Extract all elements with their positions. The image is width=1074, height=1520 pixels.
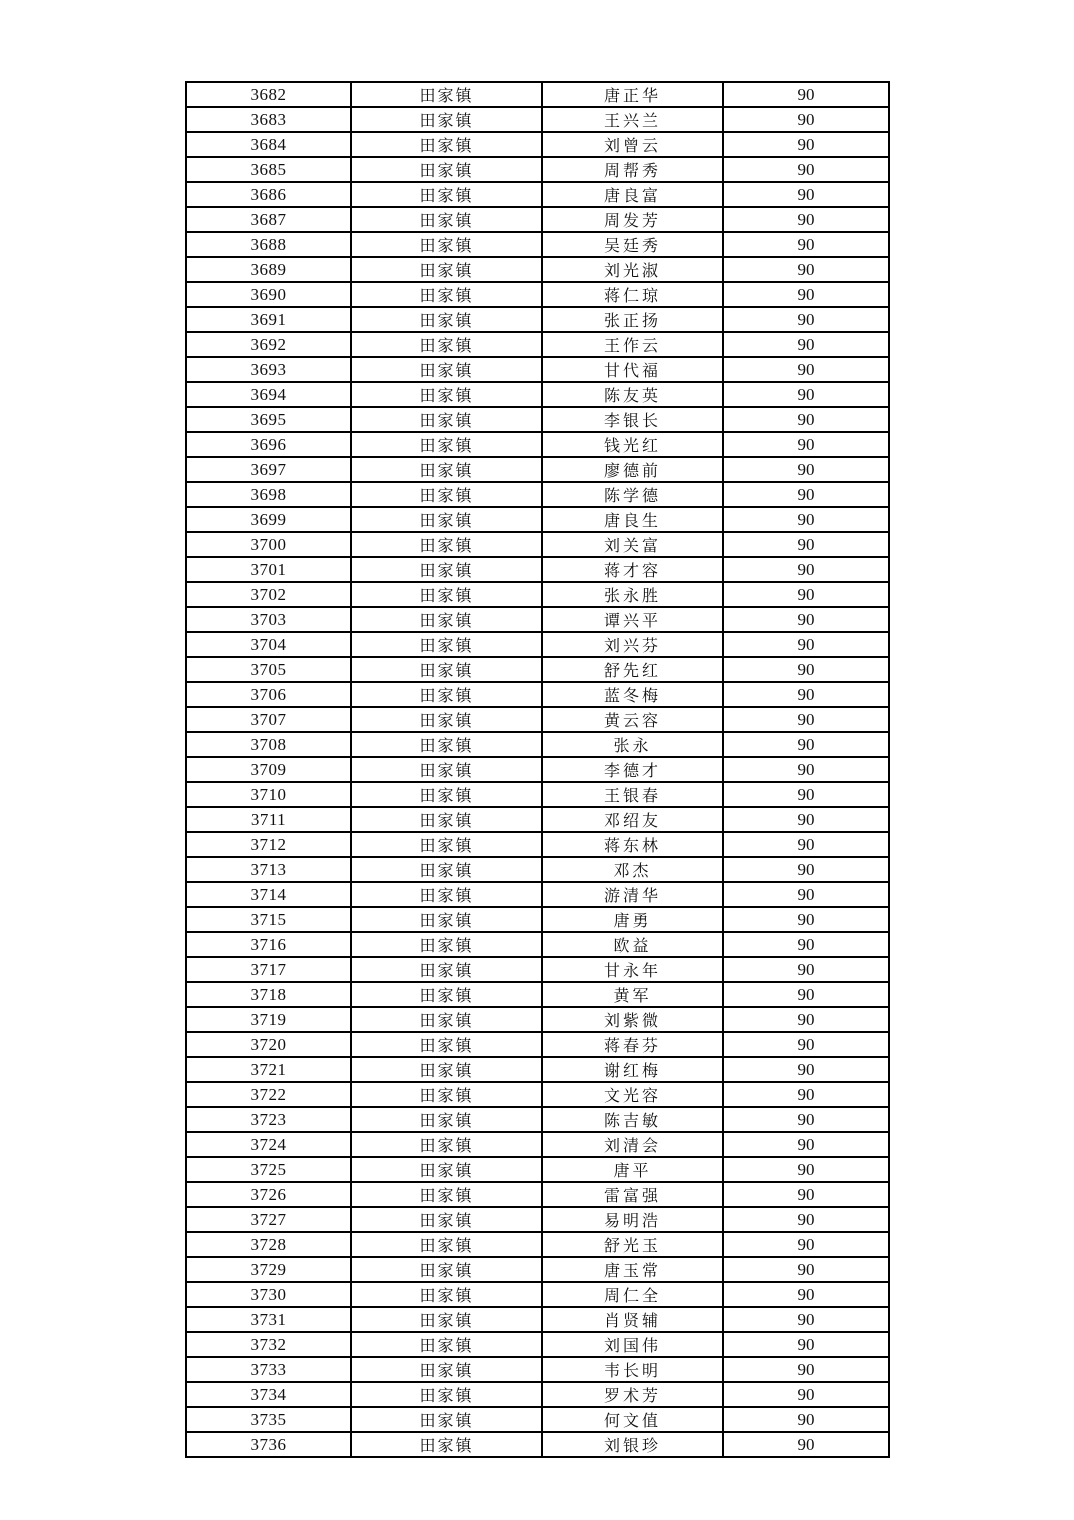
cell-serial-number: 3719	[186, 1007, 351, 1032]
cell-serial-number: 3717	[186, 957, 351, 982]
table-row	[186, 1407, 889, 1432]
table-row	[186, 1082, 889, 1107]
cell-person-name: 刘光淑	[542, 257, 723, 282]
cell-serial-number: 3690	[186, 282, 351, 307]
table-row	[186, 132, 889, 157]
cell-town: 田家镇	[351, 1432, 542, 1457]
cell-person-name: 周发芳	[542, 207, 723, 232]
cell-town: 田家镇	[351, 1382, 542, 1407]
cell-person-name: 刘曾云	[542, 132, 723, 157]
cell-person-name: 邓绍友	[542, 807, 723, 832]
cell-person-name: 蒋才容	[542, 557, 723, 582]
cell-town: 田家镇	[351, 557, 542, 582]
cell-serial-number: 3711	[186, 807, 351, 832]
cell-score: 90	[723, 207, 889, 232]
cell-score: 90	[723, 357, 889, 382]
cell-person-name: 罗术芳	[542, 1382, 723, 1407]
cell-score: 90	[723, 1082, 889, 1107]
cell-serial-number: 3686	[186, 182, 351, 207]
cell-serial-number: 3682	[186, 82, 351, 107]
cell-score: 90	[723, 782, 889, 807]
table-row	[186, 632, 889, 657]
table-row	[186, 207, 889, 232]
table-row	[186, 1282, 889, 1307]
cell-person-name: 唐良富	[542, 182, 723, 207]
table-row	[186, 307, 889, 332]
cell-score: 90	[723, 482, 889, 507]
table-row	[186, 1132, 889, 1157]
cell-serial-number: 3701	[186, 557, 351, 582]
cell-town: 田家镇	[351, 107, 542, 132]
table-row	[186, 1357, 889, 1382]
cell-score: 90	[723, 957, 889, 982]
cell-town: 田家镇	[351, 332, 542, 357]
cell-town: 田家镇	[351, 932, 542, 957]
cell-serial-number: 3736	[186, 1432, 351, 1457]
cell-serial-number: 3706	[186, 682, 351, 707]
cell-person-name: 张永	[542, 732, 723, 757]
cell-person-name: 甘永年	[542, 957, 723, 982]
table-row	[186, 1207, 889, 1232]
table-row	[186, 407, 889, 432]
table-row	[186, 1332, 889, 1357]
cell-score: 90	[723, 107, 889, 132]
cell-town: 田家镇	[351, 432, 542, 457]
cell-town: 田家镇	[351, 1007, 542, 1032]
table-row	[186, 1232, 889, 1257]
cell-town: 田家镇	[351, 1057, 542, 1082]
cell-town: 田家镇	[351, 1207, 542, 1232]
table-row	[186, 957, 889, 982]
cell-score: 90	[723, 657, 889, 682]
cell-person-name: 钱光红	[542, 432, 723, 457]
cell-score: 90	[723, 1007, 889, 1032]
cell-score: 90	[723, 182, 889, 207]
cell-person-name: 陈友英	[542, 382, 723, 407]
cell-town: 田家镇	[351, 282, 542, 307]
cell-town: 田家镇	[351, 1232, 542, 1257]
cell-person-name: 陈吉敏	[542, 1107, 723, 1132]
table-row	[186, 1057, 889, 1082]
cell-score: 90	[723, 582, 889, 607]
cell-serial-number: 3733	[186, 1357, 351, 1382]
cell-score: 90	[723, 1182, 889, 1207]
cell-serial-number: 3696	[186, 432, 351, 457]
table-row	[186, 1257, 889, 1282]
cell-town: 田家镇	[351, 1182, 542, 1207]
cell-person-name: 韦长明	[542, 1357, 723, 1382]
cell-town: 田家镇	[351, 407, 542, 432]
cell-town: 田家镇	[351, 957, 542, 982]
cell-person-name: 刘清会	[542, 1132, 723, 1157]
table-row	[186, 732, 889, 757]
cell-serial-number: 3693	[186, 357, 351, 382]
cell-serial-number: 3695	[186, 407, 351, 432]
cell-person-name: 蒋春芬	[542, 1032, 723, 1057]
cell-score: 90	[723, 1357, 889, 1382]
cell-town: 田家镇	[351, 782, 542, 807]
table-row	[186, 232, 889, 257]
cell-serial-number: 3710	[186, 782, 351, 807]
score-table-grid	[185, 81, 890, 1458]
cell-town: 田家镇	[351, 82, 542, 107]
table-row	[186, 1307, 889, 1332]
cell-person-name: 唐正华	[542, 82, 723, 107]
cell-score: 90	[723, 632, 889, 657]
cell-person-name: 邓杰	[542, 857, 723, 882]
cell-person-name: 蒋仁琼	[542, 282, 723, 307]
cell-score: 90	[723, 1157, 889, 1182]
table-row	[186, 257, 889, 282]
cell-person-name: 文光容	[542, 1082, 723, 1107]
cell-score: 90	[723, 1432, 889, 1457]
cell-score: 90	[723, 1282, 889, 1307]
cell-person-name: 王银春	[542, 782, 723, 807]
cell-town: 田家镇	[351, 382, 542, 407]
cell-serial-number: 3722	[186, 1082, 351, 1107]
cell-score: 90	[723, 332, 889, 357]
table-row	[186, 457, 889, 482]
cell-score: 90	[723, 257, 889, 282]
cell-score: 90	[723, 1382, 889, 1407]
table-row	[186, 807, 889, 832]
cell-serial-number: 3715	[186, 907, 351, 932]
cell-score: 90	[723, 882, 889, 907]
cell-serial-number: 3684	[186, 132, 351, 157]
cell-score: 90	[723, 857, 889, 882]
table-row	[186, 157, 889, 182]
cell-town: 田家镇	[351, 707, 542, 732]
table-row	[186, 532, 889, 557]
cell-score: 90	[723, 732, 889, 757]
cell-score: 90	[723, 1332, 889, 1357]
cell-serial-number: 3692	[186, 332, 351, 357]
table-row	[186, 1382, 889, 1407]
table-row	[186, 1007, 889, 1032]
cell-person-name: 张永胜	[542, 582, 723, 607]
cell-person-name: 游清华	[542, 882, 723, 907]
cell-serial-number: 3730	[186, 1282, 351, 1307]
cell-person-name: 王兴兰	[542, 107, 723, 132]
cell-score: 90	[723, 157, 889, 182]
cell-score: 90	[723, 832, 889, 857]
cell-person-name: 唐良生	[542, 507, 723, 532]
cell-person-name: 黄云容	[542, 707, 723, 732]
cell-serial-number: 3708	[186, 732, 351, 757]
cell-score: 90	[723, 682, 889, 707]
cell-score: 90	[723, 1207, 889, 1232]
cell-town: 田家镇	[351, 607, 542, 632]
cell-serial-number: 3714	[186, 882, 351, 907]
cell-person-name: 蒋东林	[542, 832, 723, 857]
cell-score: 90	[723, 457, 889, 482]
cell-serial-number: 3712	[186, 832, 351, 857]
cell-serial-number: 3732	[186, 1332, 351, 1357]
cell-serial-number: 3735	[186, 1407, 351, 1432]
cell-town: 田家镇	[351, 482, 542, 507]
cell-score: 90	[723, 82, 889, 107]
cell-serial-number: 3709	[186, 757, 351, 782]
cell-person-name: 张正扬	[542, 307, 723, 332]
cell-score: 90	[723, 1132, 889, 1157]
cell-person-name: 唐平	[542, 1157, 723, 1182]
table-row	[186, 82, 889, 107]
cell-person-name: 刘紫微	[542, 1007, 723, 1032]
cell-town: 田家镇	[351, 832, 542, 857]
cell-person-name: 舒光玉	[542, 1232, 723, 1257]
cell-town: 田家镇	[351, 532, 542, 557]
cell-person-name: 刘国伟	[542, 1332, 723, 1357]
cell-person-name: 唐勇	[542, 907, 723, 932]
cell-person-name: 黄军	[542, 982, 723, 1007]
cell-person-name: 欧益	[542, 932, 723, 957]
cell-person-name: 谢红梅	[542, 1057, 723, 1082]
cell-town: 田家镇	[351, 232, 542, 257]
cell-score: 90	[723, 1032, 889, 1057]
cell-town: 田家镇	[351, 207, 542, 232]
table-row	[186, 832, 889, 857]
table-row	[186, 1157, 889, 1182]
cell-town: 田家镇	[351, 357, 542, 382]
table-row	[186, 657, 889, 682]
cell-town: 田家镇	[351, 732, 542, 757]
table-row	[186, 357, 889, 382]
cell-score: 90	[723, 532, 889, 557]
cell-score: 90	[723, 932, 889, 957]
cell-town: 田家镇	[351, 1132, 542, 1157]
cell-town: 田家镇	[351, 682, 542, 707]
cell-person-name: 刘兴芬	[542, 632, 723, 657]
cell-score: 90	[723, 1107, 889, 1132]
table-row	[186, 1432, 889, 1457]
table-row	[186, 707, 889, 732]
cell-serial-number: 3700	[186, 532, 351, 557]
cell-serial-number: 3716	[186, 932, 351, 957]
cell-serial-number: 3718	[186, 982, 351, 1007]
cell-town: 田家镇	[351, 1032, 542, 1057]
cell-town: 田家镇	[351, 907, 542, 932]
cell-town: 田家镇	[351, 307, 542, 332]
cell-serial-number: 3697	[186, 457, 351, 482]
cell-town: 田家镇	[351, 1407, 542, 1432]
cell-town: 田家镇	[351, 1357, 542, 1382]
cell-score: 90	[723, 282, 889, 307]
cell-serial-number: 3704	[186, 632, 351, 657]
table-row	[186, 557, 889, 582]
table-row	[186, 182, 889, 207]
cell-town: 田家镇	[351, 632, 542, 657]
cell-person-name: 肖贤辅	[542, 1307, 723, 1332]
table-row	[186, 857, 889, 882]
cell-score: 90	[723, 132, 889, 157]
cell-person-name: 唐玉常	[542, 1257, 723, 1282]
cell-town: 田家镇	[351, 507, 542, 532]
cell-serial-number: 3702	[186, 582, 351, 607]
cell-score: 90	[723, 757, 889, 782]
cell-town: 田家镇	[351, 1332, 542, 1357]
cell-town: 田家镇	[351, 257, 542, 282]
cell-town: 田家镇	[351, 982, 542, 1007]
table-row	[186, 332, 889, 357]
cell-town: 田家镇	[351, 182, 542, 207]
cell-score: 90	[723, 1057, 889, 1082]
cell-score: 90	[723, 432, 889, 457]
cell-serial-number: 3688	[186, 232, 351, 257]
cell-town: 田家镇	[351, 1157, 542, 1182]
table-row	[186, 932, 889, 957]
cell-person-name: 雷富强	[542, 1182, 723, 1207]
cell-person-name: 周仁全	[542, 1282, 723, 1307]
table-row	[186, 582, 889, 607]
cell-score: 90	[723, 507, 889, 532]
table-row	[186, 507, 889, 532]
cell-serial-number: 3683	[186, 107, 351, 132]
table-row	[186, 1107, 889, 1132]
cell-town: 田家镇	[351, 132, 542, 157]
cell-town: 田家镇	[351, 757, 542, 782]
cell-serial-number: 3731	[186, 1307, 351, 1332]
cell-town: 田家镇	[351, 582, 542, 607]
table-row	[186, 482, 889, 507]
cell-town: 田家镇	[351, 1282, 542, 1307]
cell-person-name: 谭兴平	[542, 607, 723, 632]
cell-serial-number: 3713	[186, 857, 351, 882]
table-body	[186, 82, 889, 1457]
cell-person-name: 舒先红	[542, 657, 723, 682]
cell-serial-number: 3726	[186, 1182, 351, 1207]
cell-town: 田家镇	[351, 807, 542, 832]
cell-serial-number: 3720	[186, 1032, 351, 1057]
table-row	[186, 982, 889, 1007]
cell-score: 90	[723, 1407, 889, 1432]
cell-serial-number: 3698	[186, 482, 351, 507]
cell-score: 90	[723, 307, 889, 332]
cell-score: 90	[723, 907, 889, 932]
cell-serial-number: 3703	[186, 607, 351, 632]
cell-person-name: 王作云	[542, 332, 723, 357]
table-row	[186, 282, 889, 307]
cell-serial-number: 3691	[186, 307, 351, 332]
cell-score: 90	[723, 1257, 889, 1282]
cell-score: 90	[723, 982, 889, 1007]
cell-town: 田家镇	[351, 657, 542, 682]
table-row	[186, 1032, 889, 1057]
cell-serial-number: 3724	[186, 1132, 351, 1157]
cell-serial-number: 3721	[186, 1057, 351, 1082]
cell-person-name: 陈学德	[542, 482, 723, 507]
cell-serial-number: 3707	[186, 707, 351, 732]
cell-town: 田家镇	[351, 157, 542, 182]
table-row	[186, 907, 889, 932]
cell-score: 90	[723, 557, 889, 582]
cell-score: 90	[723, 232, 889, 257]
cell-person-name: 李银长	[542, 407, 723, 432]
cell-town: 田家镇	[351, 457, 542, 482]
table-row	[186, 757, 889, 782]
cell-score: 90	[723, 1232, 889, 1257]
cell-serial-number: 3729	[186, 1257, 351, 1282]
cell-person-name: 甘代福	[542, 357, 723, 382]
cell-serial-number: 3727	[186, 1207, 351, 1232]
cell-score: 90	[723, 382, 889, 407]
cell-serial-number: 3725	[186, 1157, 351, 1182]
cell-town: 田家镇	[351, 857, 542, 882]
table-row	[186, 107, 889, 132]
cell-score: 90	[723, 707, 889, 732]
cell-serial-number: 3728	[186, 1232, 351, 1257]
cell-person-name: 刘银珍	[542, 1432, 723, 1457]
cell-person-name: 廖德前	[542, 457, 723, 482]
cell-person-name: 吴廷秀	[542, 232, 723, 257]
cell-serial-number: 3689	[186, 257, 351, 282]
cell-score: 90	[723, 407, 889, 432]
cell-score: 90	[723, 807, 889, 832]
cell-serial-number: 3685	[186, 157, 351, 182]
cell-person-name: 刘关富	[542, 532, 723, 557]
score-table	[185, 81, 888, 1455]
cell-person-name: 周帮秀	[542, 157, 723, 182]
cell-person-name: 蓝冬梅	[542, 682, 723, 707]
cell-score: 90	[723, 1307, 889, 1332]
table-row	[186, 1182, 889, 1207]
cell-town: 田家镇	[351, 1307, 542, 1332]
table-row	[186, 432, 889, 457]
cell-person-name: 易明浩	[542, 1207, 723, 1232]
cell-person-name: 李德才	[542, 757, 723, 782]
table-row	[186, 382, 889, 407]
cell-serial-number: 3723	[186, 1107, 351, 1132]
cell-town: 田家镇	[351, 1107, 542, 1132]
table-row	[186, 682, 889, 707]
cell-person-name: 何文值	[542, 1407, 723, 1432]
cell-serial-number: 3699	[186, 507, 351, 532]
cell-serial-number: 3694	[186, 382, 351, 407]
cell-serial-number: 3734	[186, 1382, 351, 1407]
cell-score: 90	[723, 607, 889, 632]
table-row	[186, 782, 889, 807]
cell-town: 田家镇	[351, 882, 542, 907]
cell-serial-number: 3705	[186, 657, 351, 682]
table-row	[186, 882, 889, 907]
cell-town: 田家镇	[351, 1082, 542, 1107]
cell-serial-number: 3687	[186, 207, 351, 232]
table-row	[186, 607, 889, 632]
cell-town: 田家镇	[351, 1257, 542, 1282]
